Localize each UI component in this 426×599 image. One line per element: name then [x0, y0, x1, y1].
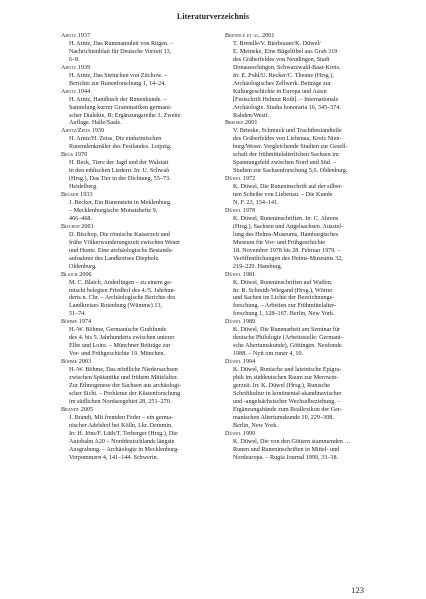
- bibliography-entry: [225, 120, 377, 176]
- bibliography-entry: [61, 224, 213, 272]
- entry-line: K. Düwel, Die Runenarbeit am Seminar für: [233, 327, 341, 334]
- entry-key: [61, 359, 213, 367]
- entry-line: Berichte zur Runenforschung 1, 14–24.: [69, 80, 166, 87]
- entry-key: [61, 33, 213, 41]
- entry-text: [61, 232, 213, 272]
- entry-line: des 4. bis 5. Jahrhunderts zwischen unterer: [69, 335, 175, 342]
- entry-line: und Sachen im Lichte der Bezeichnungs-: [233, 295, 335, 302]
- entry-line: 51–74.: [69, 311, 86, 318]
- entry-line: In: R. Schmidt-Wiegand (Hrsg.), Wörter: [233, 287, 333, 294]
- entry-key: [61, 407, 213, 415]
- bibliography-entry: [61, 33, 213, 65]
- entry-line: Studien zur Sachsenforschung 5,6. Oldenburg.: [233, 168, 348, 175]
- entry-line: 219–229. Hamburg.: [233, 263, 283, 270]
- entry-line: H. Arntz, Das Steinchen von Zitchow. –: [69, 72, 168, 79]
- bibliography-entry: [225, 431, 377, 463]
- entry-key-text: Düwel 1981: [225, 271, 256, 278]
- entry-line: Veröffentlichungen des Helms-Museums 32,: [233, 255, 343, 262]
- entry-line: [Festschrift Helmut Roth]. – Internationale: [233, 96, 339, 103]
- entry-key: [61, 128, 213, 136]
- entry-line: E. Meineke, Eine Bügelfibel aus Grab 319: [233, 48, 338, 55]
- entry-line: scher Dialekte, B: Ergänzungsreihe 3. Zweite: [69, 112, 181, 119]
- entry-line: Archäologie. Studia honoraria 16, 345–374.: [233, 104, 341, 111]
- entry-text: [61, 160, 213, 192]
- bibliography-column-right: [225, 33, 377, 462]
- entry-line: mischt belegten Friedhof des 4./5. Jahrhun-: [69, 287, 176, 294]
- entry-line: M. C. Blaich, Anderlingen – zu einem ge-: [69, 279, 173, 286]
- entry-text: [61, 41, 213, 65]
- entry-line: Archäologisches Zellwerk. Beiträge zur: [233, 80, 331, 87]
- entry-key: [61, 89, 213, 97]
- entry-line: und Hunte. Eine archäologische Bestands-: [69, 247, 174, 254]
- entry-line: Berlin, New York.: [233, 422, 278, 429]
- entry-line: (Hrsg.), Das Tier in der Dichtung, 55–73.: [69, 176, 171, 183]
- entry-line: frühe Völkerwanderungszeit zwischen Weser: [69, 239, 180, 246]
- entry-key: [225, 33, 377, 41]
- entry-text: [225, 367, 377, 431]
- bibliography-entry: [225, 33, 377, 120]
- entry-line: burg/Weser. Vergleichende Studien zur Gesell-: [233, 144, 348, 151]
- entry-key: [225, 359, 377, 367]
- entry-line: (Hrsg.), Sachsen und Angelsachsen. Ausstel-: [233, 223, 343, 230]
- entry-line: nischer Adelshof bei Kölln, Lkr. Demmin.: [69, 422, 173, 429]
- entry-line: Auflage. Halle/Saale.: [69, 120, 122, 127]
- bibliography-entry: [225, 319, 377, 359]
- entry-key-text: Brandt 2005: [61, 406, 94, 413]
- entry-text: [61, 136, 213, 152]
- entry-line: H. Arntz, Handbuch der Runenkunde. –: [69, 96, 167, 103]
- entry-text: [61, 415, 213, 463]
- entry-line: H. Arntz, Das Runenamulett von Rügen. –: [69, 40, 174, 47]
- entry-line: Spannungsfeld zwischen Nord und Süd. –: [233, 160, 337, 167]
- bibliography-entry: [61, 128, 213, 152]
- entry-line: Autobahn A20 – Norddeutschlands längste: [69, 438, 175, 445]
- entry-key-text: Brieske 2001: [225, 120, 258, 127]
- entry-text: [225, 280, 377, 320]
- entry-line: des Gräberfeldes von Liebenau, Kreis Nien-: [233, 136, 342, 143]
- entry-line: forschung. – Arbeiten zur Frühmittelalter-: [233, 303, 337, 310]
- entry-line: N. F. 23, 134–141.: [233, 200, 279, 207]
- bibliography-entry: [61, 319, 213, 359]
- entry-key: [61, 152, 213, 160]
- bibliography-entry: [61, 89, 213, 129]
- entry-key-text: Arntz 1937: [61, 33, 91, 39]
- entry-line: 1988. – Nytt om runer 4, 10.: [233, 351, 304, 358]
- entry-key-text: Düwel 1994: [225, 359, 256, 366]
- entry-line: J. Becker, Ein Runenstein in Meklenburg.: [69, 200, 172, 207]
- entry-line: zwischen Spätantike und frühem Mittelalter.: [69, 374, 178, 381]
- entry-line: J. Brandt, Mit fremden Feder – ein germa-: [69, 414, 174, 421]
- entry-line: H.-W. Böhme, Germanische Grabfunde: [69, 327, 167, 334]
- entry-key-text: Arntz 1939: [61, 64, 91, 71]
- entry-key-text: Beck 1970: [61, 152, 88, 159]
- entry-line: derts n. Chr. – Archäologische Berichte des: [69, 295, 176, 302]
- entry-text: [225, 327, 377, 359]
- entry-text: [61, 280, 213, 320]
- entry-line: in den eddischen Liedern. In: U. Schwab: [69, 168, 170, 175]
- entry-line: K. Düwel, Runische und lateinische Epigra-: [233, 367, 342, 374]
- entry-line: Museum für Vor- und Frühgeschichte: [233, 239, 326, 246]
- bibliography-entry: [61, 359, 213, 407]
- entry-key: [225, 208, 377, 216]
- entry-line: scher Sicht. – Probleme der Küstenforschung: [69, 390, 181, 397]
- entry-line: Elbe und Loire. – Münchner Beiträge zur: [69, 343, 171, 350]
- entry-line: lung des Helms-Museums, Hamburgisches: [233, 231, 339, 238]
- entry-line: im südlichen Nordseegebiet 28, 251–270.: [69, 398, 172, 405]
- entry-text: [225, 184, 377, 208]
- entry-line: K. Düwel, Die von den Göttern stammenden …: [233, 438, 351, 445]
- entry-line: forschung 1, 128–167. Berlin, New York.: [233, 311, 335, 318]
- entry-key-text: Düwel 1999: [225, 430, 256, 437]
- entry-line: 6–8.: [69, 56, 80, 63]
- bibliography-entry: [61, 65, 213, 89]
- entry-line: Schriftkultur in kontinental-skandinavischer: [233, 390, 342, 397]
- entry-key: [225, 120, 377, 128]
- entry-line: des Gräberfeldes von Neudingen, Stadt: [233, 56, 330, 63]
- entry-line: Oldenburg.: [69, 263, 97, 270]
- entry-line: phik im süddeutschen Raum zur Merowin-: [233, 374, 339, 381]
- entry-key: [225, 431, 377, 439]
- bibliography-entry: [61, 272, 213, 320]
- entry-key-text: Brendle et al. 2001: [225, 33, 275, 39]
- bibliography-entry: [61, 407, 213, 463]
- entry-line: deutsche Philologie (Arbeitsstelle: Germani-: [233, 335, 343, 342]
- entry-key: [225, 176, 377, 184]
- entry-line: H. Arntz/H. Zeiss, Die einheimischen: [69, 136, 162, 143]
- entry-line: Heidelberg.: [69, 184, 98, 191]
- entry-line: sche Altertumskunde), Göttingen. Neufunde: [233, 343, 342, 350]
- entry-key-text: Blaich 2006: [61, 271, 92, 278]
- entry-line: Vorpommern 4, 141–144. Schwerin.: [69, 454, 159, 461]
- entry-key-text: Böhme 1974: [61, 319, 92, 326]
- entry-line: D. Bischop, Die römische Kaiserzeit und: [69, 231, 170, 238]
- entry-line: T. Brendle/V. Bierbrauer/K. Düwel/: [233, 40, 321, 47]
- entry-key-text: Arntz 1944: [61, 88, 91, 95]
- entry-line: gerzeit. In: K. Düwel (Hrsg.), Runische: [233, 382, 331, 389]
- bibliography-entry: [225, 359, 377, 431]
- entry-text: [225, 439, 377, 463]
- entry-line: Donaueschingen, Schwarzwald-Baar-Kreis.: [233, 64, 341, 71]
- entry-key: [225, 272, 377, 280]
- bibliography-entry: [225, 272, 377, 320]
- entry-line: schaft der frühmittelalterlichen Sachsen im: [233, 152, 339, 159]
- entry-text: [61, 367, 213, 407]
- bibliography-entry: [225, 208, 377, 272]
- entry-key-text: Bischop 2001: [61, 223, 94, 230]
- entry-line: aufnahme des Landkreises Diepholz.: [69, 255, 160, 262]
- entry-line: In: H. Jöns/F. Lüth/T. Terberger (Hrsg.), Die: [69, 430, 178, 437]
- entry-text: [61, 97, 213, 129]
- entry-line: Kulturgeschichte in Europa und Asien: [233, 88, 327, 95]
- entry-line: V. Brieske, Schmuck und Trachtbestandteile: [233, 128, 342, 135]
- entry-key-text: Becker 1933: [61, 192, 93, 199]
- bibliography-column-left: [61, 33, 213, 462]
- entry-key: [61, 224, 213, 232]
- entry-line: – Mecklenburgische Monatshefte 9,: [69, 207, 158, 214]
- entry-line: und -angelsächsischer Wechselbeziehung. –: [233, 398, 341, 405]
- entry-text: [225, 216, 377, 272]
- running-header: Literaturverzeichnis: [176, 12, 250, 21]
- entry-key-text: Düwel 1972: [225, 176, 256, 183]
- entry-key-text: Böhme 2003: [61, 359, 92, 366]
- entry-text: [61, 200, 213, 224]
- entry-text: [61, 327, 213, 359]
- entry-line: K. Düwel, Die Runeninschrift auf der silber-: [233, 184, 343, 191]
- entry-line: Vor- und Frühgeschichte 19. München.: [69, 351, 165, 358]
- entry-line: Ergänzungsbände zum Reallexikon der Ger-: [233, 406, 342, 413]
- entry-text: [225, 128, 377, 176]
- entry-text: [61, 73, 213, 89]
- entry-line: Nachrichtenblatt für Deutsche Vorzeit 13,: [69, 48, 172, 55]
- page-number: 123: [351, 585, 364, 595]
- entry-key: [61, 192, 213, 200]
- entry-line: H.-W. Böhme, Das nördliche Niedersachsen: [69, 367, 178, 374]
- entry-key-text: Düwel 1989: [225, 319, 256, 326]
- entry-line: K. Düwel, Runeninschriften auf Waffen.: [233, 279, 333, 286]
- entry-key: [61, 65, 213, 73]
- entry-line: Runendenkmäler des Festlandes. Leipzig.: [69, 144, 172, 151]
- entry-key-text: Arntz/Zeiss 1939: [61, 128, 105, 135]
- entry-key: [61, 272, 213, 280]
- bibliography-entry: [61, 192, 213, 224]
- entry-line: Sammlung kurzer Grammatiken germani-: [69, 104, 172, 111]
- entry-line: Ausgrabung. – Archäologie in Mecklenburg-: [69, 446, 180, 453]
- entry-line: K. Düwel, Runeninschriften. In: C. Ahrens: [233, 215, 339, 222]
- entry-line: In: E. Pohl/U. Recker/C. Theune (Hrsg.),: [233, 72, 334, 79]
- entry-key-text: Düwel 1978: [225, 207, 256, 214]
- entry-line: Landkreises Rotenburg (Wümme) 13,: [69, 303, 162, 310]
- entry-line: H. Beck, Tiere der Jagd und der Walstatt: [69, 160, 169, 167]
- entry-line: manischen Altertumskunde 10, 229–308.: [233, 414, 334, 421]
- bibliography-entry: [61, 152, 213, 192]
- entry-line: Runen und Runeninschriften in Mittel- und: [233, 446, 340, 453]
- bibliography-entry: [225, 176, 377, 208]
- entry-line: nen Scheibe von Liebenau. – Die Kunde: [233, 192, 333, 199]
- entry-text: [225, 41, 377, 121]
- entry-line: Rahden/Westf.: [233, 112, 270, 119]
- entry-line: 18. November 1978 bis 28. Februar 1979. –: [233, 247, 341, 254]
- entry-line: 466–468.: [69, 215, 93, 222]
- entry-line: Zur Ethnogenese der Sachsen aus archäologi-: [69, 382, 182, 389]
- entry-line: Nordeuropa. – Rugia Journal 1999, 33–38.: [233, 454, 339, 461]
